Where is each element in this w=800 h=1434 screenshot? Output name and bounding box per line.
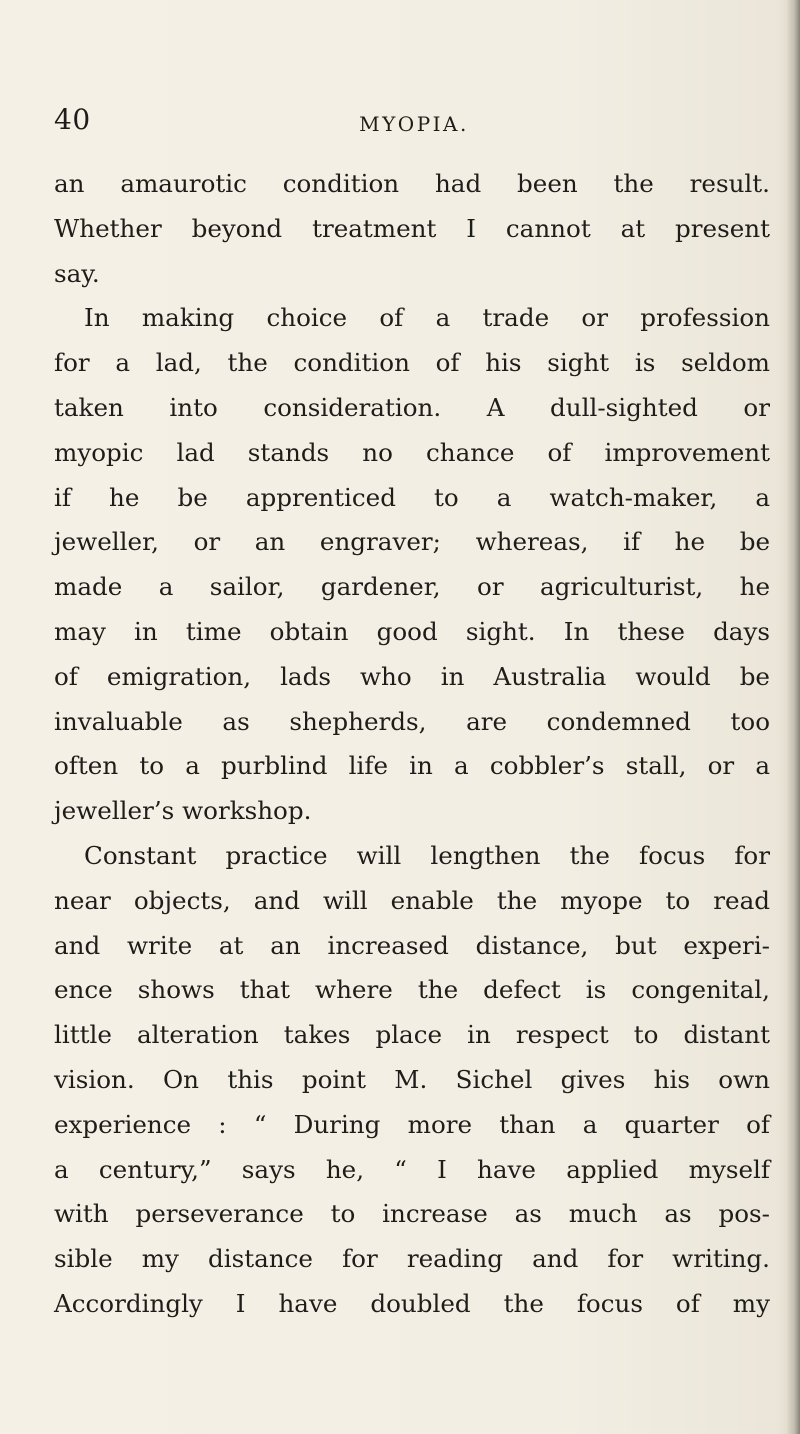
text-line: if he be apprenticed to a watch-maker, a xyxy=(54,482,770,512)
page-header xyxy=(54,100,754,140)
text-line: of emigration, lads who in Australia would be xyxy=(54,661,770,691)
running-title: MYOPIA. xyxy=(359,112,469,136)
text-line: Constant practice will lengthen the focus for xyxy=(84,840,770,870)
text-line: may in time obtain good sight. In these days xyxy=(54,616,770,646)
text-line: Whether beyond treatment I cannot at present xyxy=(54,213,770,243)
text-line: and write at an increased distance, but experi- xyxy=(54,930,770,960)
text-line: with perseverance to increase as much as pos- xyxy=(54,1199,770,1229)
text-line: near objects, and will enable the myope to read xyxy=(54,885,770,915)
text-line: sible my distance for reading and for writing. xyxy=(54,1244,770,1274)
text-line: an amaurotic condition had been the result. xyxy=(54,169,770,198)
body-text xyxy=(54,162,770,1327)
text-line: vision. On this point M. Sichel gives his own xyxy=(54,1064,770,1094)
text-line: Accordingly I have doubled the focus of my xyxy=(54,1288,770,1318)
text-line: say. xyxy=(54,258,100,288)
text-line: made a sailor, gardener, or agriculturist, he xyxy=(54,572,770,602)
text-line: little alteration takes place in respect to distant xyxy=(54,1020,770,1050)
text-line: myopic lad stands no chance of improvement xyxy=(54,437,770,467)
text-line: often to a purblind life in a cobbler’s stall, or a xyxy=(54,751,770,781)
text-line: ence shows that where the defect is congenital, xyxy=(54,975,770,1005)
text-line: taken into consideration. A dull-sighted or xyxy=(54,392,770,422)
page-number: 40 xyxy=(54,103,91,136)
text-line: experience : “ During more than a quarter of xyxy=(54,1109,770,1139)
text-line: jeweller, or an engraver; whereas, if he be xyxy=(54,527,770,557)
text-line: In making choice of a trade or profession xyxy=(84,303,770,333)
text-line: jeweller’s workshop. xyxy=(54,796,312,826)
text-line: a century,” says he, “ I have applied myself xyxy=(54,1154,770,1184)
text-line: for a lad, the condition of his sight is seldom xyxy=(54,348,770,378)
text-line: invaluable as shepherds, are condemned too xyxy=(54,706,770,736)
page-edge-shadow xyxy=(786,0,800,1434)
